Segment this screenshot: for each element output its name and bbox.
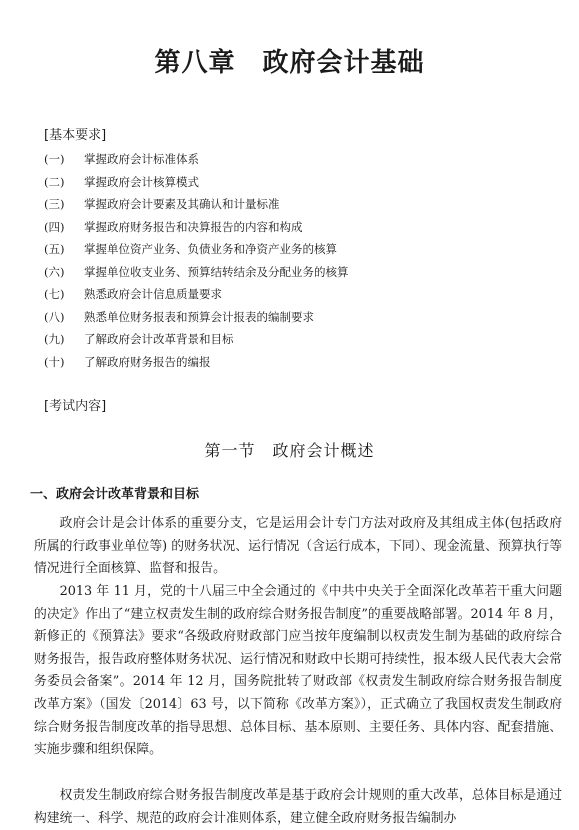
item-text: 了解政府会计改革背景和目标 bbox=[84, 332, 234, 346]
body-paragraph: 政府会计是会计体系的重要分支，它是运用会计专门方法对政府及其组成主体(包括政府所属的行政事业单位等) 的财务状况、运行情况（含运行成本，下同）、现金流量、预算执行等情况进行全面核算、监督和报告。 bbox=[34, 516, 562, 577]
list-item bbox=[44, 328, 349, 351]
list-item bbox=[44, 238, 349, 261]
list-item bbox=[44, 261, 349, 284]
item-number: (五) bbox=[44, 242, 65, 256]
list-item bbox=[44, 148, 349, 171]
item-number: (二) bbox=[44, 174, 65, 189]
item-text: 掌握政府会计核算模式 bbox=[84, 174, 199, 189]
item-number: (九) bbox=[44, 332, 65, 346]
item-text: 掌握单位资产业务、负债业务和净资产业务的核算 bbox=[84, 242, 337, 256]
item-number: (七) bbox=[44, 287, 65, 301]
list-item bbox=[44, 216, 349, 239]
sub-heading: 一、政府会计改革背景和目标 bbox=[30, 487, 200, 502]
exam-content-heading: [考试内容] bbox=[44, 399, 107, 414]
item-text: 熟悉政府会计信息质量要求 bbox=[84, 287, 222, 301]
item-text: 掌握政府会计标准体系 bbox=[84, 152, 199, 166]
item-number: (一) bbox=[44, 152, 65, 166]
basic-requirements-heading: [基本要求] bbox=[44, 128, 107, 143]
item-text: 掌握单位收支业务、预算结转结余及分配业务的核算 bbox=[84, 264, 349, 279]
list-item bbox=[44, 351, 349, 374]
item-number: (八) bbox=[44, 309, 65, 324]
body-paragraph: 2013 年 11 月，党的十八届三中全会通过的《中共中央关于全面深化改革若干重大问题的决定》作出了“建立权责发生制的政府综合财务报告制度”的重要战略部署。2014 年 8 月，新修正的《预算法》要求“各级政府财政部门应当按年度编制以权责发生制为基础的政府综合财务报告，报告政府整体财务状况、运行情况和财政中长期可持续性，报本级人民代表大会常务委员会备案”。2014 年 12 月，国务院批转了财政部《权责发生制政府综合财务报告制度改革方案》（国发〔2014〕63 号，以下简称《改革方案》），正式确立了我国权责发生制政府综合财务报告制度改革的指导思想、总体目标、基本原则、主要任务、具体内容、配套措施、实施步骤和组织保障。 bbox=[34, 584, 562, 758]
item-number: (三) bbox=[44, 197, 65, 211]
item-text: 熟悉单位财务报表和预算会计报表的编制要求 bbox=[84, 309, 314, 324]
item-number: (六) bbox=[44, 264, 65, 279]
list-item bbox=[44, 283, 349, 306]
list-item bbox=[44, 306, 349, 329]
item-text: 了解政府财务报告的编报 bbox=[84, 354, 211, 369]
section-title: 第一节 政府会计概述 bbox=[204, 441, 375, 460]
list-item bbox=[44, 171, 349, 194]
item-number: (四) bbox=[44, 219, 65, 234]
chapter-title: 第八章 政府会计基础 bbox=[154, 48, 425, 78]
body-paragraph: 权责发生制政府综合财务报告制度改革是基于政府会计规则的重大改革，总体目标是通过构建统一、科学、规范的政府会计准则体系，建立健全政府财务报告编制办 bbox=[34, 788, 562, 826]
item-text: 掌握政府财务报告和决算报告的内容和构成 bbox=[84, 219, 303, 234]
list-item bbox=[44, 193, 349, 216]
requirements-list bbox=[44, 148, 349, 373]
item-number: (十) bbox=[44, 354, 65, 369]
item-text: 掌握政府会计要素及其确认和计量标准 bbox=[84, 197, 280, 211]
